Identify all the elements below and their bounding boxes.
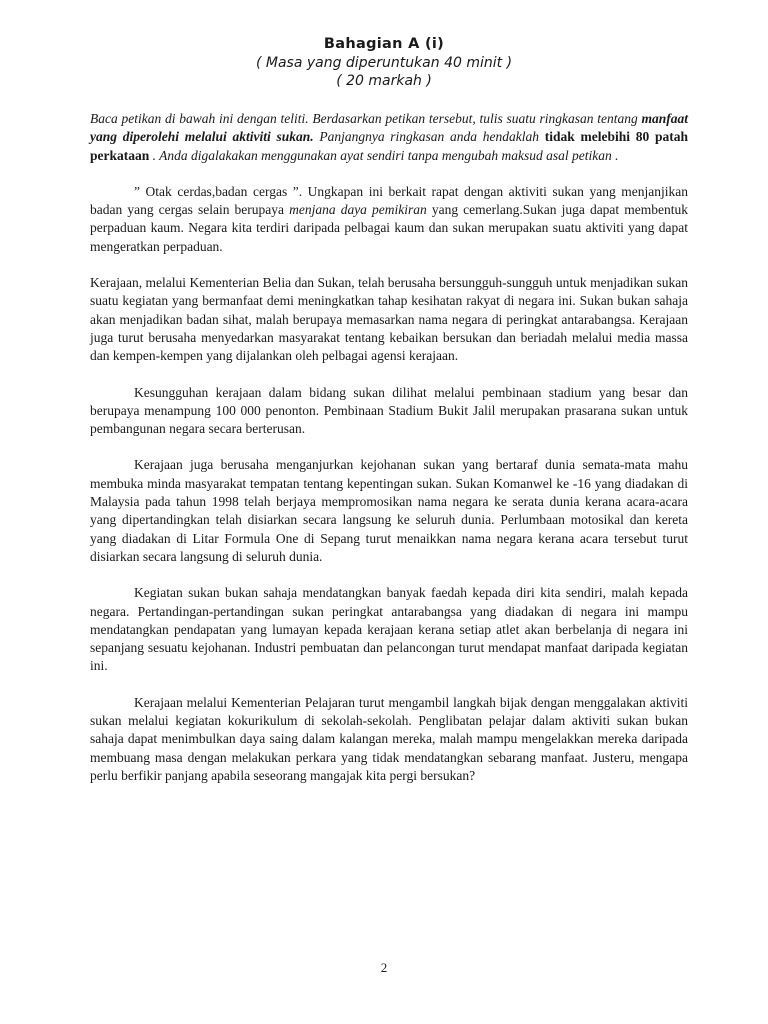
instruction-text-1: Baca petikan di bawah ini dengan teliti. Berdasarkan petikan tersebut, tulis suatu ringkasan tentang [90, 111, 642, 126]
time-allocation: ( Masa yang diperuntukan 40 minit ) [255, 55, 513, 71]
marks-allocation: ( 20 markah ) [336, 73, 432, 89]
instruction-paragraph [90, 110, 688, 165]
paragraph-5: Kegiatan sukan bukan sahaja mendatangkan banyak faedah kepada diri kita sendiri, malah kepada negara. Pertandingan-pertandingan sukan peringkat antarabangsa yang diadakan di negara ini mampu mendatangkan pendapatan yang lumayan kepada kerajaan kerana setiap atlet akan berbelanja di negara ini sepanjang sesuatu kejohanan. Industri pembuatan dan pelancongan turut mendapat manfaat daripada kegiatan ini. [90, 585, 688, 674]
paragraph-1 [90, 183, 688, 256]
paragraph-4: Kerajaan juga berusaha menganjurkan kejohanan sukan yang bertaraf dunia semata-mata mahu membuka minda masyarakat tempatan tentang kepentingan sukan. Sukan Komanwel ke -16 yang diadakan di Malaysia pada tahun 1998 telah berjaya mempromosikan nama negara ke serata dunia kerana acara-acara yang dipertandingkan telah disiarkan secara langsung ke seluruh dunia. Perlumbaan motosikal dan kereta yang diadakan di Litar Formula One di Sepang turut menaikkan nama negara kerana acara tersebut turut disiarkan secara langsung di seluruh dunia. [90, 457, 688, 564]
paragraph-1-text-b: yang cemerlang.Sukan juga dapat membentuk perpaduan kaum. Negara kita terdiri daripada pelbagai kaum dan sukan merupakan suatu aktiviti yang dapat mengeratkan perpaduan. [90, 202, 688, 254]
instruction-text-2: Panjangnya ringkasan anda hendaklah [313, 129, 545, 145]
section-header [0, 34, 768, 90]
instruction-bold-topic: manfaat yang diperolehi melalui aktiviti sukan. [90, 111, 688, 145]
section-title: Bahagian A (i) [323, 36, 445, 52]
passage-body [90, 110, 688, 785]
paragraph-3: Kesungguhan kerajaan dalam bidang sukan dilihat melalui pembinaan stadium yang besar dan berupaya menampung 100 000 penonton. Pembinaan Stadium Bukit Jalil merupakan prasarana sukan untuk pembangunan negara secara berterusan. [90, 384, 688, 437]
paragraph-1-italic: menjana daya pemikiran [289, 202, 427, 218]
paragraph-2: Kerajaan, melalui Kementerian Belia dan Sukan, telah berusaha bersungguh-sungguh untuk menjadikan sukan suatu kegiatan yang bermanfaat demi meningkatkan tahap kesihatan rakyat di negara ini. Sukan bukan sahaja akan menjadikan badan sihat, malah berupaya memasarkan nama negara di peringkat antarabangsa. Kerajaan juga turut berusaha menyedarkan masyarakat tentang kebaikan bersukan dan beriadah melalui media massa dan kempen-kempen yang dijalankan oleh pelbagai agensi kerajaan. [90, 275, 688, 364]
instruction-bold-limit: tidak melebihi 80 patah perkataan [90, 129, 688, 163]
paragraph-6: Kerajaan melalui Kementerian Pelajaran turut mengambil langkah bijak dengan menggalakan aktiviti sukan melalui kegiatan kokurikulum di sekolah-sekolah. Penglibatan pelajar dalam aktiviti sukan bukan sahaja dapat menimbulkan daya saing dalam kalangan mereka, malah mampu mengelakkan mereka daripada membuang masa dengan melakukan perkara yang tidak mendatangkan sebarang manfaat. Justeru, mengapa perlu berfikir panjang apabila seseorang mangajak kita pergi bersukan? [90, 694, 688, 783]
page-number: 2 [380, 960, 388, 975]
instruction-text-3: . Anda digalakakan menggunakan ayat sendiri tanpa mengubah maksud asal petikan . [149, 147, 619, 163]
paragraph-1-text-a: ” Otak cerdas,badan cergas ”. Ungkapan ini berkait rapat dengan aktiviti sukan yang menjanjikan badan yang cergas selain berupaya [90, 183, 688, 218]
